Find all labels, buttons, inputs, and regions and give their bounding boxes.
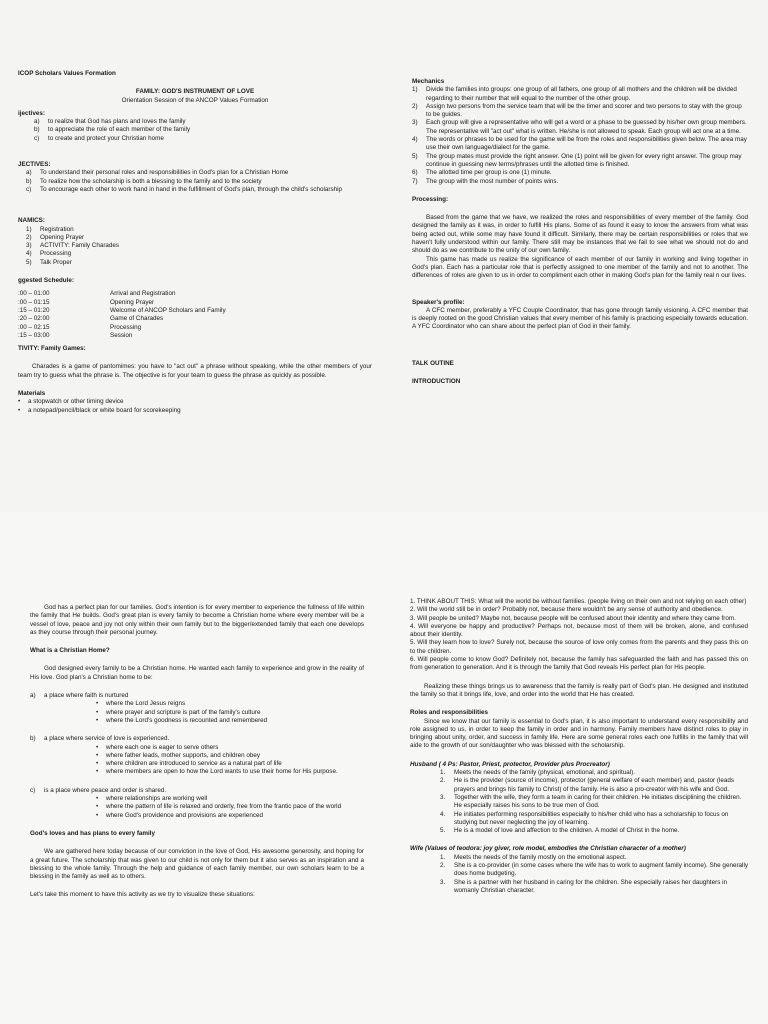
loves-paragraph: We are gathered here today because of our conviction in the love of God, His awesome generosity, and hoping for a great future. The scholarship that was given to our child is not only for them but it also serves as an inspiration and a blessing to the whole family. Through the help and guidance of each family member, our own scholars learn to be a blessing in the family as well as to others.	[30, 848, 364, 881]
list-item: • where the Lord Jesus reigns	[96, 700, 186, 708]
mechanics-list	[412, 86, 748, 186]
list-item: 3. She is a partner with her husband in caring for the children. She especially raises her daughters in womanly Christian character.	[440, 878, 728, 894]
dynamics-list	[18, 226, 372, 267]
list-item: 4) The words or phrases to be used for the game will be from the roles and responsibilities given below. The area may use their own language/dialect for the game.	[412, 136, 747, 152]
list-item: 1. Meets the needs of the family mostly on the emotional aspect.	[440, 853, 627, 861]
table-row: :00 – 02:15 Processing	[18, 323, 142, 331]
page-top-right	[384, 0, 768, 512]
list-item: 7) The group with the most number of points wins.	[412, 177, 559, 185]
list-item: 2) Assign two persons from the service team that will be the timer and scorer and two persons to stay with the group to be guides.	[412, 102, 742, 119]
table-row: :15 – 03:00 Session	[18, 331, 133, 339]
roles-heading: Roles and responsibilities	[410, 709, 489, 717]
husband-list	[410, 769, 748, 835]
list-item: a) to realize that God has plans and loves the family	[34, 118, 186, 126]
table-row: :20 – 02:00 Game of Charades	[18, 315, 164, 323]
list-item: 4) Processing	[26, 250, 72, 258]
list-item: 5. He is a model of love and affection to the children. A model of Christ in the home.	[440, 827, 680, 835]
mechanics-heading: Mechanics	[412, 78, 445, 85]
loves-heading: God's loves and has plans to every family	[30, 829, 156, 837]
page-bottom-right	[384, 512, 768, 1024]
doc-subtitle: Orientation Session of the ANCOP Values Formation	[121, 96, 269, 104]
list-item: b) to appreciate the role of each member of the family	[34, 126, 191, 134]
christian-home-paragraph: God designed every family to be a Christian home. He wanted each family to experience and grow in the reality of His love. God plan's a Christian home to be:	[30, 665, 364, 681]
list-item: 3. Will people be united? Maybe not, because people will be confused about their identity and where they came from.	[410, 614, 736, 622]
page-bottom-left	[0, 512, 384, 1024]
list-item: • where each one is eager to serve others	[96, 743, 219, 751]
section-c: c) is a place where peace and order is shared. • where relationships are working well • where the pattern of life is relaxed and orderly, free from the frantic pace of the world • where God's providence and provisions are experienced	[30, 787, 364, 820]
list-item: 2. He is the provider (source of income), protector (general welfare of each member) and, pastor (leads prayers and brings his family to Christ) of the family. He is also a pro-creator with his wife and God.	[440, 777, 734, 793]
list-item: 5. Will they learn how to love? Surely not, because the source of love only comes from the parents and they pass this on to the children.	[410, 639, 748, 655]
objectives-heading: ijectives:	[18, 109, 45, 117]
list-item: 2. She is a co-provider (in some cases where the wife has to work to augment family income). She generally does home budgeting.	[440, 862, 748, 878]
list-item: 4. He initiates performing responsibilities especially to his/her child who has a scholarship to focus on studying but never neglecting the joy of learning.	[440, 810, 729, 826]
speaker-heading: Speaker's profile:	[412, 298, 465, 306]
list-item: 3. Together with the wife, they form a team in caring for their children. He initiates disciplining the children. He especially raises his sons to be true men of God.	[440, 793, 742, 810]
schedule-heading: ggested Schedule:	[18, 277, 74, 285]
list-item: • where prayer and scripture is part of the family's culture	[96, 708, 261, 716]
list-item: c) to create and protect your Christian home	[34, 134, 164, 142]
list-item: • where the pattern of life is relaxed and orderly, free from the frantic pace of the world	[96, 803, 342, 811]
list-item: 6) The allotted time per group is one (1) minute.	[412, 169, 552, 177]
christian-home-heading: What is a Christian Home?	[30, 647, 110, 655]
closing-line: Let's take this moment to have this activity as we try to visualize these situations:	[30, 891, 255, 899]
list-item: 1. Meets the needs of the family (physical, emotional, and spiritual).	[440, 769, 635, 777]
talk-outline-heading: TALK OUTINE	[412, 359, 454, 367]
activity-text: Charades is a game of pantomimes: you have to "act out" a phrase without speaking, while the other members of your team try to guess what the phrase is. The objective is for your team to guess the phrase as quickly as possible.	[18, 363, 372, 379]
materials-list	[18, 398, 372, 415]
table-row: :00 – 01:00 Arrival and Registration	[18, 290, 176, 298]
husband-heading: Husband ( 4 Ps: Pastor, Priest, protector, Provider plus Procreator)	[410, 760, 610, 768]
processing-heading: Processing:	[412, 195, 449, 203]
outcomes-list	[18, 169, 372, 194]
list-item: 2. Will the world still be in order? Probably not, because there wouldn't be any sense of authority and obedience.	[410, 606, 723, 614]
schedule-table	[18, 290, 372, 340]
list-item: • where father leads, mother supports, and children obey	[96, 751, 261, 759]
questions-list	[410, 598, 748, 673]
list-item: 1) Registration	[26, 225, 74, 233]
section-b: b) a place where service of love is experienced. • where each one is eager to serve others • where father leads, mother supports, and children obey • where children are introduced to service as a natural part of life • where members are open to how the Lord wants to use their home for His purpose.	[30, 735, 364, 776]
processing-paragraph-2: This game has made us realize the significance of each member of our family in working and living together in God's plan. Each has a particular role that is perfectly assigned to one member of the family and not to another. The differences of roles are given to us in order to compliment each other in making God's plan for the family real n our lives.	[412, 255, 748, 280]
list-item: b) To realize how the scholarship is both a blessing to the family and to the society	[26, 177, 262, 185]
list-item: 2) Opening Prayer	[26, 233, 85, 241]
page-top-left	[0, 0, 384, 512]
list-item: • where the Lord's goodness is recounted and remembered	[96, 716, 268, 724]
table-row: :00 – 01:15 Opening Prayer	[18, 298, 155, 306]
doc-header: ICOP Scholars Values Formation	[18, 70, 116, 77]
list-item: 4. Will everyone be happy and productive? Perhaps not, because most of them will be broken, alone, and confused about their identity.	[410, 622, 748, 639]
list-item: • a notepad/pencil/black or white board for scorekeeping	[18, 406, 181, 414]
wife-heading: Wife (Values of teodora: joy giver, role model, embodies the Christian character of a mother)	[410, 845, 686, 853]
outcomes-heading: JECTIVES:	[18, 161, 51, 169]
speaker-text: A CFC member, preferably a YFC Couple Coordinator, that has gone through family visioning. A CFC member that is deeply rooted on the good Christian values that every member of his family is practicing especially towards education. A YFC Coordinator who can share about the perfect plan of God in their family.	[412, 306, 748, 331]
list-item: • where children are introduced to service as a natural part of life	[96, 760, 282, 768]
processing-paragraph-1: Based from the game that we have, we realized the roles and responsibilities of every member of the family. God designed the family as it was, in order to fulfill His plans. Some of as found it easy to know the answers from what was being acted out, while some may have found it difficult. Similarly, there may be certain responsibilities or roles that we haven't fully understood within our family. There still may be instances that we fail to see what we should not do and should do as we contribute to the unity of our own family.	[412, 214, 748, 255]
objectives-list	[18, 118, 372, 143]
section-a: a) a place where faith is nurtured • where the Lord Jesus reigns • where prayer and scripture is part of the family's culture • where the Lord's goodness is recounted and remembered	[30, 692, 364, 725]
activity-heading: TIVITY: Family Games:	[18, 345, 86, 353]
list-item: 5) Talk Proper	[26, 258, 72, 266]
table-row: :15 – 01:20 Welcome of ANCOP Scholars and Family	[18, 306, 226, 314]
list-item: • where members are open to how the Lord wants to use their home for His purpose.	[96, 768, 338, 776]
list-item: 6. Will people come to know God? Definitely not, because the family has safeguarded the faith and has passed this on from generation to generation. And it is through the family that God reveals His perfect plan for His people.	[410, 656, 748, 672]
list-item: • where relationships are working well	[96, 795, 208, 803]
intro-paragraph: God has a perfect plan for our families. God's intention is for every member to experience the fullness of life within the family that He builds. God's great plan is every family to become a Christian home where every member will be a vessel of love, peace and joy not only within their own family but to the bigger/extended family that each one develops as they course through their personal journey.	[30, 604, 364, 636]
list-item: a) To understand their personal roles and responsibilities in God's plan for a Christian Home	[26, 169, 289, 177]
realize-paragraph: Realizing these things brings us to awareness that the family is really part of God's plan. He designed and instituted the family so that it brings life, love, and order into the world that He has created.	[410, 682, 748, 698]
list-item: c) To encourage each other to work hand in hand in the fulfillment of God's plan, through the child's scholarship	[26, 185, 343, 193]
list-item: 3) ACTIVITY: Family Charades	[26, 242, 120, 250]
list-item: 1. THINK ABOUT THIS: What will the world be without families. (people living on their own and not relying on each other)	[410, 598, 747, 605]
dynamics-heading: NAMICS:	[18, 217, 45, 225]
materials-heading: Materials	[18, 390, 46, 398]
roles-paragraph: Since we know that our family is essential to God's plan, it is also important to understand every responsibility and role assigned to us, in order to keep the family in order and in harmony. Family members have distinct roles to play in bringing about unity, order, and success in family life. Here are some general roles each one fulfills in the family that will aide to the growth of our son/daughter who was blessed with the scholarship.	[410, 717, 748, 750]
list-item: • a stopwatch or other timing device	[18, 398, 124, 406]
introduction-heading: INTRODUCTION	[412, 378, 461, 386]
list-item: • where God's providence and provisions are experienced	[96, 811, 263, 819]
list-item: 1) Divide the families into groups: one group of all fathers, one group of all mothers and the children will be divided regarding to their number that will equal to the number of the other group.	[412, 86, 737, 102]
list-item: 5) The group mates must provide the right answer. One (1) point will be given for every right answer. The group may continue in guessing new terms/phrases until the allotted time is finished.	[412, 152, 742, 168]
wife-list	[410, 854, 748, 895]
list-item: 3) Each group will give a representative who will get a word or a phase to be guessed by his/her own group members. The representative will "act out" what is written. He/she is not allowed to speak. Each group will act one at a time.	[412, 119, 747, 135]
doc-title: FAMILY: GOD'S INSTRUMENT OF LOVE	[135, 88, 255, 96]
